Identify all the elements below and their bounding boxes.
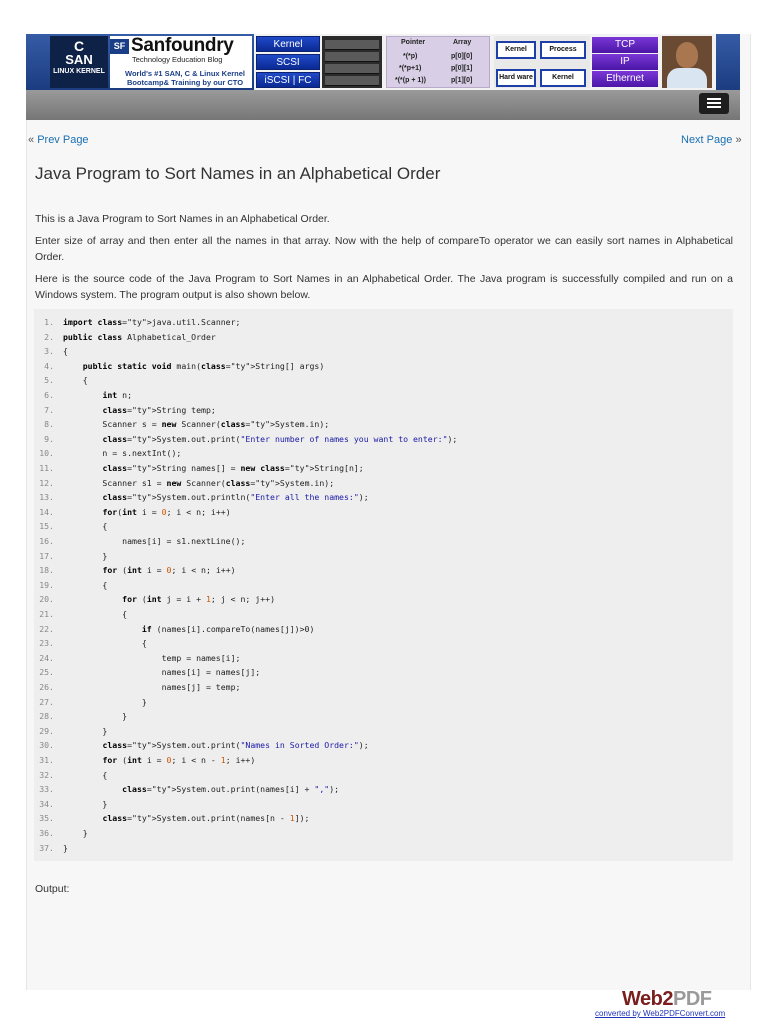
source-paragraph: Here is the source code of the Java Program to Sort Names in an Alphabetical Order. The Java program is successfully compiled and run on a Windows system. The program output is also shown below. — [35, 273, 733, 301]
code-line: 35. class="ty">System.out.print(names[n - 1]); — [39, 813, 310, 824]
code-line: 14. for(int i = 0; i < n; i++) — [39, 506, 231, 517]
san-linux-kernel-logo: C SAN LINUX KERNEL — [50, 36, 108, 88]
iscsi-fc-button[interactable]: iSCSI | FC — [256, 72, 320, 88]
code-line: 1. import class="ty">java.util.Scanner; — [44, 317, 241, 327]
code-line: 19. { — [39, 579, 108, 590]
code-line: 34. } — [39, 798, 108, 809]
code-line: 3. { — [44, 346, 68, 357]
server-rack-image — [322, 36, 382, 88]
code-line: 28. } — [39, 711, 128, 722]
scsi-button[interactable]: SCSI — [256, 54, 320, 70]
code-line: 6. int n; — [44, 390, 133, 400]
brand-tagline: Technology Education Blog — [132, 55, 223, 64]
code-line: 22. if (names[i].compareTo(names[j])>0) — [39, 623, 315, 634]
code-block[interactable] — [34, 309, 733, 861]
code-line: 5. { — [44, 375, 88, 386]
web2pdf-logo[interactable]: Web2PDF — [622, 988, 712, 1010]
brand-name: Sanfoundry — [131, 35, 234, 56]
sanfoundry-logo[interactable] — [110, 36, 252, 88]
code-line: 8. Scanner s = new Scanner(class="ty">System.in); — [44, 419, 330, 430]
hamburger-icon — [707, 98, 721, 100]
ip-button[interactable]: IP — [592, 54, 658, 70]
ethernet-button[interactable]: Ethernet — [592, 71, 658, 87]
output-label: Output: — [35, 883, 70, 895]
description-paragraph: Enter size of array and then enter all the names in that array. Now with the help of compareTo operator we can easily sort names in Alphabetical Order. — [35, 235, 733, 263]
kernel-training-links — [256, 36, 320, 88]
code-line: 25. names[i] = names[j]; — [39, 667, 261, 678]
code-line: 20. for (int j = i + 1; j < n; j++) — [39, 594, 276, 605]
tcp-button[interactable]: TCP — [592, 37, 658, 53]
code-line: 16. names[i] = s1.nextLine(); — [39, 536, 246, 546]
networking-links — [592, 36, 658, 88]
code-line: 32. { — [39, 769, 108, 780]
kernel-process-diagram[interactable]: Kernel Process Hard ware Kernel — [494, 36, 590, 88]
promo-line-2: Bootcamp& Training by our CTO — [126, 78, 244, 87]
code-line: 29. } — [39, 725, 108, 736]
code-line: 13. class="ty">System.out.println("Enter all the names:"); — [39, 492, 369, 503]
code-line: 36. } — [39, 828, 88, 838]
code-line: 17. } — [39, 550, 108, 561]
code-line: 30. class="ty">System.out.print("Names in Sorted Order:"); — [39, 740, 369, 751]
pointer-array-table[interactable]: Pointer Array *(*p) p[0][0] *(*p+1) p[0][1] *(*(p + 1)) p[1][0] — [386, 36, 490, 88]
navigation-bar — [26, 90, 740, 120]
code-line: 27. } — [39, 696, 147, 707]
header-banner[interactable] — [26, 34, 740, 90]
code-line: 4. public static void main(class="ty">String[] args) — [44, 360, 325, 371]
code-line: 7. class="ty">String temp; — [44, 404, 216, 415]
promo-line-1: World's #1 SAN, C & Linux Kernel — [125, 69, 245, 78]
code-line: 23. { — [39, 638, 147, 649]
code-line: 2. public class Alphabetical_Order — [44, 331, 216, 342]
menu-toggle-button[interactable] — [699, 93, 729, 114]
code-line: 11. class="ty">String names[] = new class="ty">String[n]; — [39, 463, 364, 473]
code-line: 15. { — [39, 521, 108, 532]
web2pdf-link[interactable]: converted by Web2PDFConvert.com — [595, 1009, 726, 1018]
code-line: 24. temp = names[i]; — [39, 652, 241, 663]
banner-right-edge — [716, 34, 740, 90]
code-line: 18. for (int i = 0; i < n; i++) — [39, 565, 236, 576]
page-title: Java Program to Sort Names in an Alphabetical Order — [35, 164, 441, 183]
prev-page-link[interactable]: « Prev Page — [28, 134, 89, 146]
code-line: 10. n = s.nextInt(); — [39, 448, 182, 459]
code-line: 12. Scanner s1 = new Scanner(class="ty">System.in); — [39, 477, 335, 488]
code-line: 9. class="ty">System.out.print("Enter number of names you want to enter:"); — [44, 433, 458, 444]
code-line: 31. for (int i = 0; i < n - 1; i++) — [39, 755, 256, 765]
sf-logo-icon: SF — [110, 39, 129, 54]
kernel-button[interactable]: Kernel — [256, 36, 320, 52]
code-line: 21. { — [39, 609, 128, 619]
next-page-link[interactable]: Next Page » — [681, 134, 742, 146]
code-line: 26. names[j] = temp; — [39, 682, 241, 692]
cto-photo — [662, 36, 712, 88]
code-line: 33. class="ty">System.out.print(names[i] + ","); — [39, 784, 340, 795]
code-line: 37. } — [39, 842, 68, 853]
intro-paragraph: This is a Java Program to Sort Names in an Alphabetical Order. — [35, 213, 330, 225]
